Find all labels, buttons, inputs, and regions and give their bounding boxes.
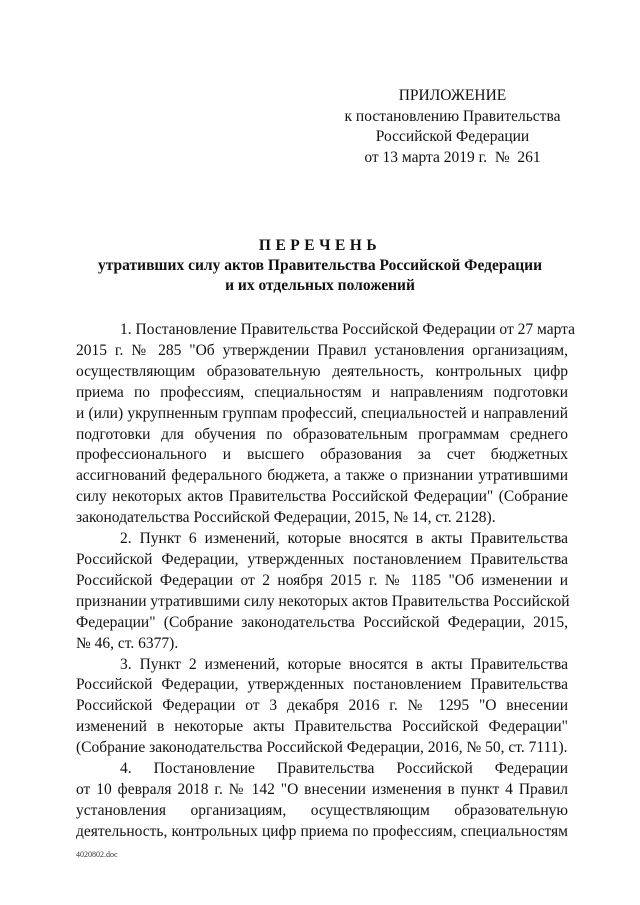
- paragraph-3: [76, 655, 568, 760]
- text-line: силу некоторых актов Правительства Российской Федерации" (Собрание: [76, 488, 568, 506]
- text-line: ассигнований федерального бюджета, а также о признании утратившими: [76, 467, 568, 485]
- appendix-header: [330, 86, 575, 168]
- appendix-line-1: к постановлению Правительства: [344, 107, 561, 125]
- text-line: 2. Пункт 6 изменений, которые вносятся в акты Правительства: [120, 530, 568, 548]
- text-line: Российской Федерации, утвержденных постановлением Правительства: [76, 550, 568, 568]
- title-line-2: и их отдельных положений: [225, 277, 415, 294]
- document-code: 4020802.doc: [76, 850, 118, 859]
- text-line: осуществляющим образовательную деятельность, контрольных цифр: [76, 362, 568, 380]
- text-line: и (или) укрупненным группам профессий, специальностей и направлений: [76, 404, 568, 422]
- text-line: профессионального и высшего образования за счет бюджетных: [76, 446, 568, 464]
- text-line: законодательства Российской Федерации, 2015, № 14, ст. 2128).: [76, 509, 496, 527]
- paragraph-4: [76, 759, 568, 843]
- text-line: Российской Федерации от 2 ноября 2015 г. № 1185 "Об изменении и: [76, 571, 568, 589]
- paragraph-2: [76, 529, 568, 654]
- text-line: установления организациям, осуществляющим образовательную: [76, 801, 568, 819]
- paragraph-1: [76, 320, 575, 529]
- document-body: [76, 320, 575, 843]
- appendix-line-2: Российской Федерации: [375, 128, 530, 145]
- text-line: 3. Пункт 2 изменений, которые вносятся в акты Правительства: [120, 655, 568, 673]
- text-line: Российской Федерации, утвержденных постановлением Правительства: [76, 676, 568, 694]
- document-title: [60, 236, 580, 296]
- title-line-1: утративших силу актов Правительства Российской Федерации: [98, 257, 542, 274]
- appendix-title: ПРИЛОЖЕНИЕ: [398, 87, 507, 104]
- text-line: признании утратившими силу некоторых актов Правительства Российской: [76, 592, 570, 610]
- text-line: 4. Постановление Правительства Российской Федерации: [120, 760, 568, 778]
- text-line: изменений в некоторые акты Правительства Российской Федерации": [76, 718, 568, 736]
- text-line: приема по профессиям, специальностям и направлениям подготовки: [76, 383, 568, 401]
- text-line: от 10 февраля 2018 г. № 142 "О внесении изменения в пункт 4 Правил: [76, 780, 568, 798]
- text-line: подготовки для обучения по образовательным программам среднего: [76, 425, 568, 443]
- text-line: деятельность, контрольных цифр приема по профессиям, специальностям: [76, 822, 568, 840]
- appendix-line-3: от 13 марта 2019 г. № 261: [364, 148, 541, 166]
- text-line: Федерации" (Собрание законодательства Российской Федерации, 2015,: [76, 613, 568, 631]
- text-line: № 46, ст. 6377).: [76, 634, 179, 652]
- title-word: ПЕРЕЧЕНЬ: [258, 237, 382, 254]
- text-line: (Собрание законодательства Российской Федерации, 2016, № 50, ст. 7111).: [76, 739, 568, 757]
- text-line: 1. Постановление Правительства Российской Федерации от 27 марта: [120, 321, 575, 338]
- text-line: Российской Федерации от 3 декабря 2016 г. № 1295 "О внесении: [76, 697, 568, 715]
- text-line: 2015 г. № 285 "Об утверждении Правил установления организациям,: [76, 341, 568, 359]
